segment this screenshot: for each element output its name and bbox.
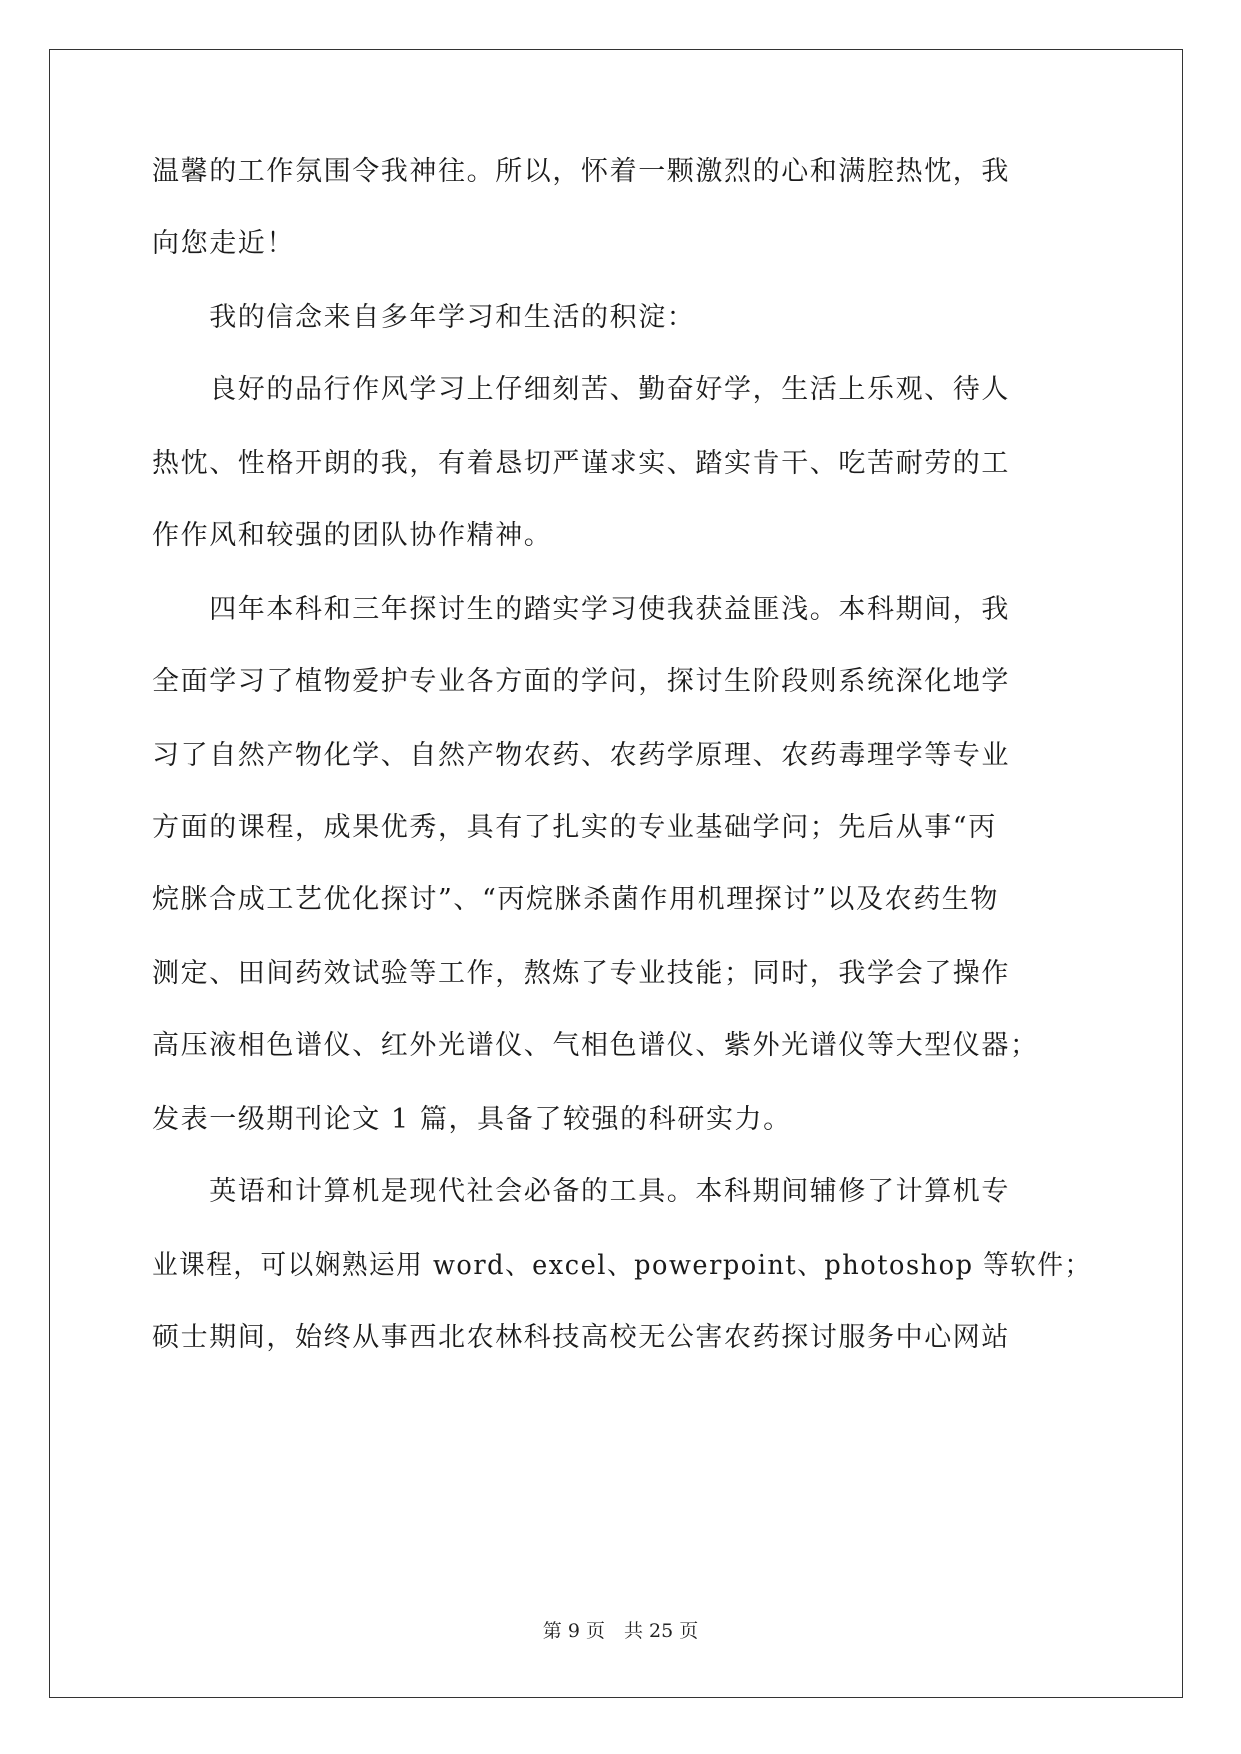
text-line: 温馨的工作氛围令我神往。所以，怀着一颗激烈的心和满腔热忱，我 <box>152 156 1010 187</box>
text-line: 硕士期间，始终从事西北农林科技高校无公害农药探讨服务中心网站 <box>152 1322 1010 1353</box>
text-line: 作作风和较强的团队协作精神。 <box>152 520 553 551</box>
page-number-label: 第 9 页 共 25 页 <box>542 1620 699 1642</box>
paragraph-start-line: 英语和计算机是现代社会必备的工具。本科期间辅修了计算机专 <box>152 1176 1010 1207</box>
text-line: 烷脒合成工艺优化探讨”、“丙烷脒杀菌作用机理探讨”以及农药生物 <box>152 884 1000 915</box>
page-footer <box>0 1616 1241 1643</box>
text-line: 高压液相色谱仪、红外光谱仪、气相色谱仪、紫外光谱仪等大型仪器； <box>152 1030 1039 1061</box>
paragraph-start-line: 良好的品行作风学习上仔细刻苦、勤奋好学，生活上乐观、待人 <box>152 374 1010 405</box>
text-line: 向您走近！ <box>152 228 295 259</box>
text-line: 测定、田间药效试验等工作，熬炼了专业技能；同时，我学会了操作 <box>152 958 1010 989</box>
text-line: 习了自然产物化学、自然产物农药、农药学原理、农药毒理学等专业 <box>152 740 1010 771</box>
text-line: 发表一级期刊论文 1 篇，具备了较强的科研实力。 <box>152 1104 792 1135</box>
paragraph-start-line: 四年本科和三年探讨生的踏实学习使我获益匪浅。本科期间，我 <box>152 594 1010 625</box>
text-line: 业课程，可以娴熟运用 word、excel、powerpoint、photoshop 等软件； <box>152 1250 1092 1281</box>
text-line: 全面学习了植物爱护专业各方面的学问，探讨生阶段则系统深化地学 <box>152 666 1010 697</box>
paragraph-start-line: 我的信念来自多年学习和生活的积淀： <box>152 302 696 333</box>
page-border <box>49 49 1183 1698</box>
text-line: 方面的课程，成果优秀，具有了扎实的专业基础学问；先后从事“丙 <box>152 812 997 843</box>
text-line: 热忱、性格开朗的我，有着恳切严谨求实、踏实肯干、吃苦耐劳的工 <box>152 448 1010 479</box>
